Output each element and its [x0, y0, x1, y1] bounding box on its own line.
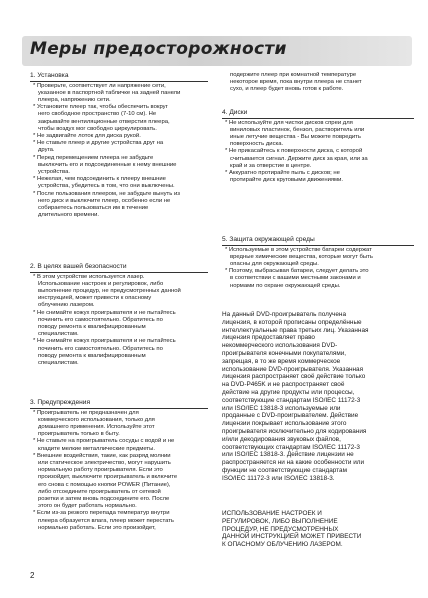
list-item: * Не используйте для чистки дисков спреи для виниловых пластинок, бензол, растворитель или иные летучие вещества - Вы можете повредить поверхность диска.	[222, 120, 414, 149]
list-item: * Не задвигайте лоток для диска рукой.	[30, 133, 208, 140]
continuation-text: подержите плеер при комнатной температуре некоторое время, пока внутри плеера не станет сухо, и плеер будет вновь готов к работе.	[230, 72, 362, 93]
list-item: * Внешние воздействия, такие, как разряд молнии или статическое электричество, могут нарушить нормальную работу проигрывателя. Если это произойдет, выключите проигрыватель и включите его снова с помощью кнопки POWER (Питание), либо отсоедините проигрыватель от сетевой розетки и затем вновь подсоедините его. После этого он будет работать нормально.	[30, 453, 208, 511]
list-item: * Не снимайте кожух проигрывателя и не пытайтесь починить его самостоятельно. Обратитесь по поводу ремонта к квалифицированным специалистам.	[30, 310, 208, 339]
list-item: * В этом устройстве используется лазер. Использование настроек и регулировок, либо выполнение процедур, не предусмотренных данной инструкцией, может привести к опасному облучению лазером.	[30, 274, 208, 310]
list-item: * Не прикасайтесь к поверхности диска, с которой считывается сигнал. Держите диск за края, или за край и за отверстие в центре.	[222, 148, 414, 170]
section-heading: 5. Защита окружающей среды	[222, 236, 414, 246]
continuation-block	[222, 72, 414, 94]
list-item: * Установите плеер так, чтобы обеспечить вокруг него свободное пространство (7-10 см). Не закрывайте вентиляционные отверстия плеера, чтобы воздух мог свободно циркулировать.	[30, 104, 208, 133]
list-item: * После пользования плеером, не забудьте вынуть из него диск и выключите плеер, особенно если не собираетесь пользоваться им в течение длительного времени.	[30, 191, 208, 220]
laser-warning-paragraph: ИСПОЛЬЗОВАНИЕ НАСТРОЕК И РЕГУЛИРОВОК, ЛИБО ВЫПОЛНЕНИЕ ПРОЦЕДУР, НЕ ПРЕДУСМОТРЕННЫХ ДАННОЙ ИНСТРУКЦИЕЙ МОЖЕТ ПРИВЕСТИ К ОПАСНОМУ ОБЛУЧЕНИЮ ЛАЗЕРОМ.	[222, 510, 362, 549]
license-paragraph: На данный DVD-проигрыватель получена лицензия, в которой прописаны определённые интеллектуальные права третьих лиц. Указанная лицензия предоставляет право некоммерческого использования DVD- проигрывателя конечными покупателями, запрещая, в то же время коммерческое использование DVD-проигрывателя. Указанная лицензия распространяет своё действие только на DVD-P465K и не распространяет своё действие на другие продукты или процессы, соответствующие стандартам ISO/IEC 11172-3 или ISO/IEC 13818-3 используемые или проданные с DVD-проигрывателем. Действие лицензии покрывает использование этого проигрывателя исключительно для кодирования и/или декодирования звуковых файлов, соответствующих стандартам ISO/IEC 11172-3 или ISO/IEC 13818-3. Действие лицензии не распространяется ни на какие особенности или функции не соответствующие стандартам ISO/IEC 11172-3 или ISO/IEC 13818-3.	[222, 311, 369, 482]
section-heading: 2. В целях вашей безопасности	[30, 263, 208, 273]
list-item: * Не ставьте плеер и другие устройства друг на друга.	[30, 140, 208, 154]
list-item: * Проигрыватель не предназначен для коммерческого использования, только для домашнего применения. Используйте этот проигрыватель только в быту.	[30, 410, 208, 439]
section-warnings	[30, 399, 208, 532]
list-item: * Не снимайте кожух проигрывателя и не пытайтесь починить его самостоятельно. Обратитесь по поводу ремонта к квалифицированным специалистам.	[30, 338, 208, 367]
list-item: * Аккуратно протирайте пыль с дисков; не протирайте диск круговыми движениями.	[222, 170, 414, 184]
section-heading: 3. Предупреждения	[30, 399, 208, 409]
section-heading: 4. Диски	[222, 109, 414, 119]
list-item: * Нежелая, чем подсоединить к плееру внешние устройства, убедитесь в том, что они выключены.	[30, 176, 208, 190]
section-heading: 1. Установка	[30, 72, 208, 82]
list-item: * Перед перемещением плеера не забудьте выключить его и подсоединенные к нему внешние устройства.	[30, 155, 208, 177]
page-title: Меры предосторожности	[30, 39, 287, 59]
section-discs	[222, 109, 414, 184]
section-installation	[30, 72, 208, 219]
section-safety	[30, 263, 208, 367]
list-item: * Если из-за резкого перепада температур внутри плеера образуется влага, плеер может перестать нормально работать. Если это произойдет,	[30, 510, 208, 532]
title-banner	[22, 36, 412, 66]
page-number: 2	[30, 571, 35, 580]
list-item: * Используемые в этом устройстве батареи содержат вредные химические вещества, которые могут быть опасны для окружающей среды.	[222, 247, 414, 269]
section-environment	[222, 236, 414, 290]
list-item: * Поэтому, выбрасывая батареи, следует делать это в соответствии с вашими местными законами и нормами по охране окружающей среды.	[222, 268, 414, 290]
list-item: * Проверьте, соответствует ли напряжение сети, указанное в паспортной табличке на задней панели плеера, напряжению сети.	[30, 83, 208, 105]
list-item: * Не ставьте на проигрыватель сосуды с водой и не кладите мелкие металлические предметы.	[30, 438, 208, 452]
